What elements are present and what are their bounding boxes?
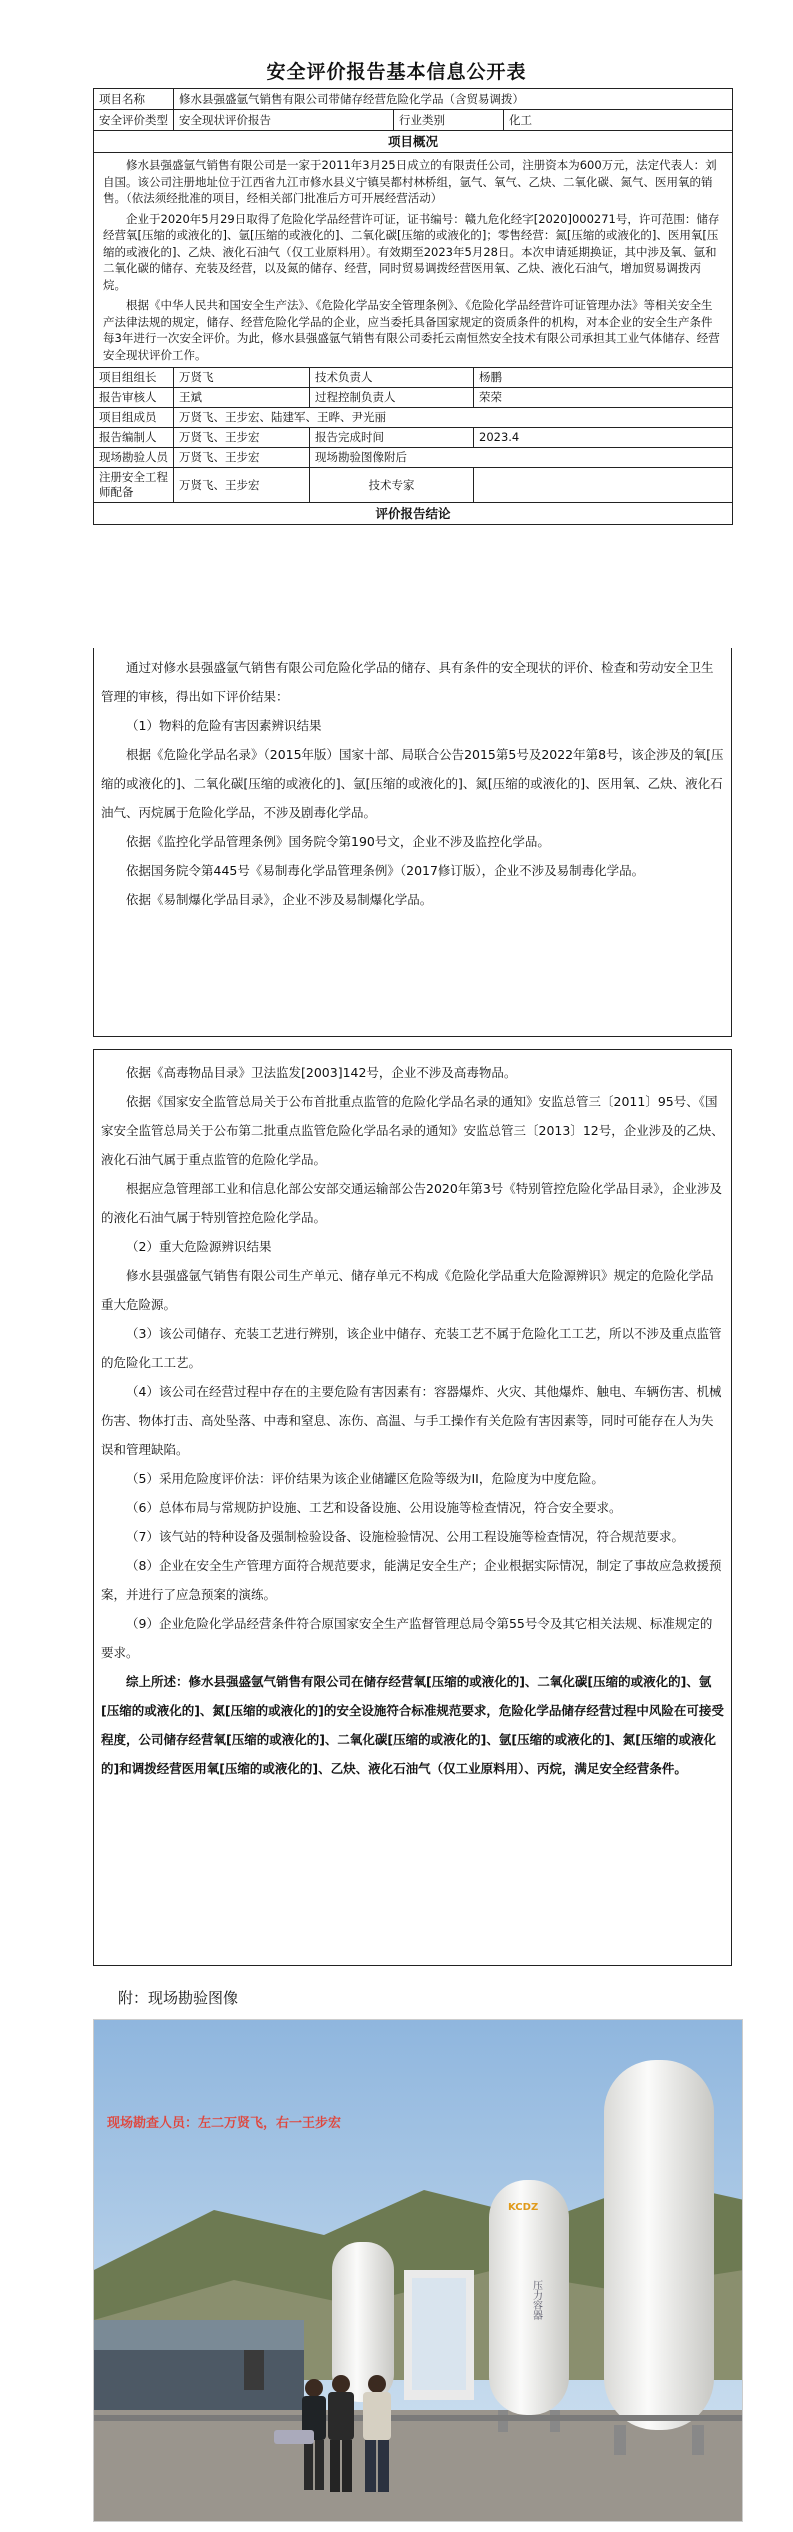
- conclusion-paragraph: 依据《高毒物品目录》卫法监发[2003]142号，企业不涉及高毒物品。: [126, 1065, 517, 1080]
- finish-value: 2023.4: [474, 428, 733, 448]
- industry-label: 行业类别: [394, 110, 504, 131]
- pipe-rail: [94, 2415, 743, 2421]
- overview-paragraph: 修水县强盛氩气销售有限公司是一家于2011年3月25日成立的有限责任公司，注册资本为600万元，法定代表人：刘自国。该公司注册地址位于江西省九江市修水县义宁镇吴都村林桥组，氩气、氧气、乙炔、二氧化碳、氮气、医用氧的销售。（依法须经批准的项目，经相关部门批准后方可开展经营活动）: [103, 158, 717, 205]
- tank-label: 压力容器: [530, 2280, 542, 2320]
- conclusion-paragraph: 根据应急管理部工业和信息化部公安部交通运输部公告2020年第3号《特别管控危险化学品目录》，企业涉及的液化石油气属于特别管控危险化学品。: [101, 1181, 723, 1225]
- engineer-value: 万贤飞、王步宏: [174, 468, 310, 503]
- eval-type-value: 安全现状评价报告: [174, 110, 394, 131]
- site-photo: [93, 2019, 743, 2522]
- parked-car: [274, 2430, 314, 2444]
- project-name-value: 修水县强盛氩气销售有限公司带储存经营危险化学品（含贸易调拨）: [174, 89, 733, 110]
- tank-brand: KCDZ: [508, 2202, 539, 2213]
- overview-paragraph: 企业于2020年5月29日取得了危险化学品经营许可证，证书编号：赣九危化经字[2020]000271号，许可范围：储存经营氧[压缩的或液化的]、氩[压缩的或液化的]、二氧化碳[压缩的或液化的]；零售经营：氮[压缩的或液化的]、医用氧[压缩的或液化的]、乙炔、液化石油气（仅工业原料用）。有效期至2023年5月28日。本次申请延期换证，其中涉及氧、氩和二氧化碳的储存、充装及经营，以及氮的储存、经营，同时贸易调拨经营医用氧、乙炔、液化石油气，增加贸易调拨丙烷。: [103, 211, 720, 292]
- tech-label: 技术负责人: [310, 368, 474, 388]
- conclusion-part-2: [93, 1049, 732, 1966]
- medium-tank: [489, 2180, 569, 2432]
- reviewer-value: 王斌: [174, 388, 310, 408]
- conclusion-paragraph: 依据国务院令第445号《易制毒化学品管理条例》（2017修订版），企业不涉及易制毒化学品。: [126, 863, 645, 878]
- expert-value: [474, 468, 733, 503]
- conclusion-paragraph: （8）企业在安全生产管理方面符合规范要求，能满足安全生产；企业根据实际情况，制定了事故应急救援预案，并进行了应急预案的演练。: [101, 1558, 722, 1602]
- process-value: 荣荣: [474, 388, 733, 408]
- tech-value: 杨鹏: [474, 368, 733, 388]
- author-value: 万贤飞、王步宏: [174, 428, 310, 448]
- conclusion-paragraph: 依据《监控化学品管理条例》国务院令第190号文，企业不涉及监控化学品。: [126, 834, 550, 849]
- shed-door: [244, 2350, 264, 2390]
- info-table: [93, 88, 733, 525]
- conclusion-paragraph: （3）该公司储存、充装工艺进行辨别，该企业中储存、充装工艺不属于危险化工工艺，所以不涉及重点监管的危险化工工艺。: [101, 1326, 722, 1370]
- attachment-title: 附：现场勘验图像: [118, 1989, 239, 2007]
- site-label: 现场勘验人员: [94, 448, 174, 468]
- conclusion-part-1: [93, 648, 732, 1037]
- conclusion-paragraph: （6）总体布局与常规防护设施、工艺和设备设施、公用设施等检查情况，符合安全要求。: [126, 1500, 622, 1515]
- overview-section-title: 项目概况: [94, 131, 733, 153]
- reviewer-label: 报告审核人: [94, 388, 174, 408]
- conclusion-section-title: 评价报告结论: [94, 503, 733, 525]
- photo-caption: 现场勘查人员：左二万贤飞，右一王步宏: [107, 2116, 342, 2131]
- conclusion-paragraph: （7）该气站的特种设备及强制检验设备、设施检验情况、公用工程设施等检查情况，符合规范要求。: [126, 1529, 684, 1544]
- conclusion-paragraph: （1）物料的危险有害因素辨识结果: [126, 718, 322, 733]
- leader-value: 万贤飞: [174, 368, 310, 388]
- overview-body: [94, 153, 733, 368]
- finish-label: 报告完成时间: [310, 428, 474, 448]
- members-label: 项目组成员: [94, 408, 174, 428]
- conclusion-paragraph: 依据《国家安全监管总局关于公布首批重点监管的危险化学品名录的通知》安监总管三〔2011〕95号、《国家安全监管总局关于公布第二批重点监管危险化学品名录的通知》安监总管三〔2013〕12号，企业涉及的乙炔、液化石油气属于重点监管的危险化学品。: [101, 1094, 724, 1167]
- conclusion-paragraph: （2）重大危险源辨识结果: [126, 1239, 272, 1254]
- conclusion-paragraph: （4）该公司在经营过程中存在的主要危险有害因素有：容器爆炸、火灾、其他爆炸、触电、车辆伤害、机械伤害、物体打击、高处坠落、中毒和窒息、冻伤、高温、与手工操作有关危险有害因素等，同时可能存在人为失误和管理缺陷。: [101, 1384, 722, 1457]
- site-photo-note: 现场勘验图像附后: [310, 448, 733, 468]
- process-label: 过程控制负责人: [310, 388, 474, 408]
- document-title: 安全评价报告基本信息公开表: [266, 61, 527, 83]
- project-name-label: 项目名称: [94, 89, 174, 110]
- shed: [94, 2350, 304, 2410]
- conclusion-paragraph: 依据《易制爆化学品目录》，企业不涉及易制爆化学品。: [126, 892, 433, 907]
- conclusion-paragraph: （5）采用危险度评价法：评价结果为该企业储罐区危险等级为II，危险度为中度危险。: [126, 1471, 604, 1486]
- eval-type-label: 安全评价类型: [94, 110, 174, 131]
- site-photo-illustration: [94, 2020, 743, 2522]
- author-label: 报告编制人: [94, 428, 174, 448]
- large-tank: [604, 2060, 714, 2455]
- members-value: 万贤飞、王步宏、陆建军、王晔、尹光丽: [174, 408, 733, 428]
- conclusion-paragraph: （9）企业危险化学品经营条件符合原国家安全生产监督管理总局令第55号令及其它相关法规、标准规定的要求。: [101, 1616, 713, 1660]
- overview-paragraph: 根据《中华人民共和国安全生产法》、《危险化学品安全管理条例》、《危险化学品经营许可证管理办法》等相关安全生产法律法规的规定，储存、经营危险化学品的企业，应当委托具备国家规定的资质条件的机构，对本企业的安全生产条件每3年进行一次安全评价。为此，修水县强盛氩气销售有限公司委托云南恒然安全技术有限公司承担其工业气体储存、经营安全现状评价工作。: [103, 298, 720, 362]
- leader-label: 项目组组长: [94, 368, 174, 388]
- expert-label: 技术专家: [310, 468, 474, 503]
- engineer-label: 注册安全工程师配备: [94, 468, 174, 503]
- conclusion-paragraph: 通过对修水县强盛氩气销售有限公司危险化学品的储存、具有条件的安全现状的评价、检查和劳动安全卫生管理的审核，得出如下评价结果：: [101, 660, 714, 704]
- conclusion-summary: 综上所述：修水县强盛氩气销售有限公司在储存经营氧[压缩的或液化的]、二氧化碳[压缩的或液化的]、氩[压缩的或液化的]、氮[压缩的或液化的]的安全设施符合标准规范要求，危险化学品储存经营过程中风险在可接受程度，公司储存经营氧[压缩的或液化的]、二氧化碳[压缩的或液化的]、氩[压缩的或液化的]、氮[压缩的或液化的]和调拨经营医用氧[压缩的或液化的]、乙炔、液化石油气（仅工业原料用）、丙烷，满足安全经营条件。: [101, 1674, 724, 1776]
- site-value: 万贤飞、王步宏: [174, 448, 310, 468]
- conclusion-paragraph: 根据《危险化学品名录》（2015年版）国家十部、局联合公告2015第5号及2022年第8号，该企涉及的氧[压缩的或液化的]、二氧化碳[压缩的或液化的]、氩[压缩的或液化的]、氮[压缩的或液化的]、医用氧、乙炔、液化石油气、丙烷属于危险化学品，不涉及剧毒化学品。: [101, 747, 724, 820]
- conclusion-paragraph: 修水县强盛氩气销售有限公司生产单元、储存单元不构成《危险化学品重大危险源辨识》规定的危险化学品重大危险源。: [101, 1268, 714, 1312]
- industry-value: 化工: [504, 110, 733, 131]
